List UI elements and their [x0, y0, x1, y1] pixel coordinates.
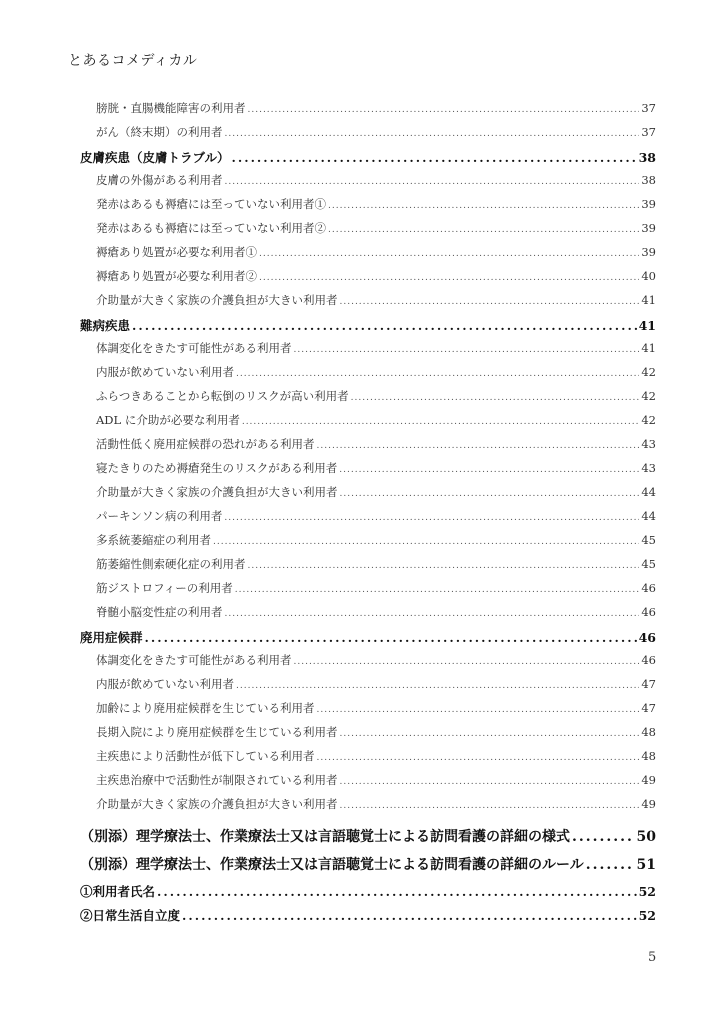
toc-entry-title: 介助量が大きく家族の介護負担が大きい利用者 [96, 485, 338, 499]
toc-entry[interactable] [80, 628, 656, 646]
toc-entry-title: 褥瘡あり処置が必要な利用者① [96, 245, 257, 259]
toc-entry-title: 皮膚の外傷がある利用者 [96, 173, 223, 187]
toc-entry-page: 40 [641, 269, 656, 283]
toc-entry-page: 52 [638, 884, 656, 899]
toc-entry-page: 38 [638, 150, 656, 165]
dot-leader [340, 777, 640, 787]
toc-entry-title: 介助量が大きく家族の介護負担が大きい利用者 [96, 293, 338, 307]
toc-entry-title: 膀胱・直腸機能障害の利用者 [96, 101, 246, 115]
toc-entry[interactable] [96, 388, 656, 404]
dot-leader [157, 884, 637, 899]
toc-entry[interactable] [80, 854, 656, 874]
toc-entry[interactable] [80, 148, 656, 166]
dot-leader [340, 729, 640, 739]
toc-entry-page: 39 [641, 221, 656, 235]
page-number: 5 [648, 950, 657, 965]
toc-entry[interactable] [96, 532, 656, 548]
dot-leader [182, 908, 637, 923]
toc-entry-page: 48 [641, 725, 656, 739]
dot-leader [317, 441, 640, 451]
toc-entry-page: 51 [636, 857, 656, 873]
dot-leader [317, 705, 640, 715]
toc-entry-title: パーキンソン病の利用者 [96, 509, 223, 523]
dot-leader [351, 393, 640, 403]
dot-leader [213, 537, 639, 547]
toc-entry[interactable] [96, 196, 656, 212]
dot-leader [328, 225, 639, 235]
toc-entry-title: 内服が飲めていない利用者 [96, 365, 234, 379]
toc-entry-page: 41 [638, 318, 656, 333]
toc-entry[interactable] [96, 220, 656, 236]
toc-entry-title: がん（終末期）の利用者 [96, 125, 223, 139]
toc-entry-title: 褥瘡あり処置が必要な利用者② [96, 269, 257, 283]
dot-leader [340, 801, 640, 811]
toc-entry-title: （別添）理学療法士、作業療法士又は言語聴覚士による訪問看護の詳細のルール [80, 857, 584, 873]
dot-leader [225, 177, 640, 187]
toc-entry[interactable] [96, 508, 656, 524]
toc-entry-title: ADL に介助が必要な利用者 [96, 413, 240, 427]
toc-entry-page: 41 [641, 341, 656, 355]
toc-entry-title: 筋萎縮性側索硬化症の利用者 [96, 557, 246, 571]
toc-entry[interactable] [96, 604, 656, 620]
toc-entry-page: 50 [636, 829, 656, 845]
toc-entry-page: 43 [641, 437, 656, 451]
toc-entry-page: 43 [641, 461, 656, 475]
toc-entry-page: 49 [641, 773, 656, 787]
toc-entry-title: 難病疾患 [80, 318, 131, 333]
toc-entry-page: 46 [641, 581, 656, 595]
toc-entry-page: 48 [641, 749, 656, 763]
toc-entry-page: 41 [641, 293, 656, 307]
toc-entry[interactable] [96, 412, 656, 428]
toc-entry[interactable] [96, 748, 656, 764]
running-header: とあるコメディカル [68, 53, 198, 69]
toc-entry[interactable] [96, 556, 656, 572]
dot-leader [328, 201, 639, 211]
dot-leader [339, 465, 639, 475]
toc-entry-page: 46 [641, 653, 656, 667]
toc-entry-title: 寝たきりのため褥瘡発生のリスクがある利用者 [96, 461, 338, 475]
toc-entry-page: 52 [638, 908, 656, 923]
toc-entry-page: 39 [641, 245, 656, 259]
dot-leader [232, 150, 637, 165]
toc-entry-page: 42 [641, 389, 656, 403]
toc-entry-title: 主疾患治療中で活動性が制限されている利用者 [96, 773, 338, 787]
toc-entry-page: 38 [641, 173, 656, 187]
toc-entry-page: 47 [641, 677, 656, 691]
toc-entry-page: 45 [641, 533, 656, 547]
toc-entry[interactable] [96, 436, 656, 452]
dot-leader [132, 318, 637, 333]
toc-entry-title: 体調変化をきたす可能性がある利用者 [96, 653, 292, 667]
dot-leader [317, 753, 640, 763]
toc-entry[interactable] [96, 292, 656, 308]
dot-leader [145, 630, 637, 645]
toc-entry[interactable] [96, 772, 656, 788]
dot-leader [586, 857, 635, 873]
toc-entry-page: 44 [641, 509, 656, 523]
toc-entry[interactable] [96, 100, 656, 116]
toc-entry[interactable] [80, 826, 656, 846]
toc-entry[interactable] [96, 676, 656, 692]
toc-entry[interactable] [96, 268, 656, 284]
dot-leader [236, 369, 639, 379]
toc-entry-title: 筋ジストロフィーの利用者 [96, 581, 233, 595]
toc-entry-title: 皮膚疾患（皮膚トラブル） [80, 150, 230, 165]
toc-entry-page: 46 [638, 630, 656, 645]
toc-entry[interactable] [80, 906, 656, 924]
toc-entry-title: 活動性低く廃用症候群の恐れがある利用者 [96, 437, 315, 451]
toc-entry[interactable] [96, 460, 656, 476]
dot-leader [248, 561, 640, 571]
toc-entry-title: 体調変化をきたす可能性がある利用者 [96, 341, 292, 355]
toc-entry-title: ふらつきあることから転倒のリスクが高い利用者 [96, 389, 349, 403]
toc-entry[interactable] [96, 796, 656, 812]
dot-leader [242, 417, 640, 427]
toc-entry-page: 42 [641, 365, 656, 379]
toc-entry-title: ①利用者氏名 [80, 884, 156, 899]
toc-entry[interactable] [96, 652, 656, 668]
toc-entry-page: 42 [641, 413, 656, 427]
toc-entry-title: （別添）理学療法士、作業療法士又は言語聴覚士による訪問看護の詳細の様式 [80, 829, 570, 845]
toc-entry-title: 発赤はあるも褥瘡には至っていない利用者① [96, 197, 326, 211]
toc-entry-title: ②日常生活自立度 [80, 908, 181, 923]
toc-entry[interactable] [96, 484, 656, 500]
toc-entry[interactable] [96, 340, 656, 356]
toc-entry-page: 49 [641, 797, 656, 811]
toc-entry-page: 47 [641, 701, 656, 715]
toc-entry-page: 37 [641, 101, 656, 115]
toc-entry[interactable] [96, 244, 656, 260]
toc-entry[interactable] [96, 724, 656, 740]
toc-entry-title: 発赤はあるも褥瘡には至っていない利用者② [96, 221, 326, 235]
dot-leader [225, 129, 640, 139]
toc-entry-title: 内服が飲めていない利用者 [96, 677, 234, 691]
toc-entry-title: 加齢により廃用症候群を生じている利用者 [96, 701, 315, 715]
dot-leader [340, 297, 640, 307]
toc-entry[interactable] [80, 316, 656, 334]
toc-entry[interactable] [96, 700, 656, 716]
dot-leader [294, 345, 640, 355]
dot-leader [572, 829, 635, 845]
dot-leader [259, 273, 639, 283]
dot-leader [340, 489, 640, 499]
toc-entry-title: 脊髄小脳変性症の利用者 [96, 605, 223, 619]
dot-leader [224, 513, 639, 523]
toc-entry-page: 45 [641, 557, 656, 571]
toc-entry-page: 39 [641, 197, 656, 211]
dot-leader [236, 681, 639, 691]
dot-leader [225, 609, 640, 619]
toc-entry-title: 主疾患により活動性が低下している利用者 [96, 749, 315, 763]
toc-entry[interactable] [96, 124, 656, 140]
toc-entry[interactable] [96, 172, 656, 188]
toc-entry-title: 廃用症候群 [80, 630, 143, 645]
toc-entry-title: 介助量が大きく家族の介護負担が大きい利用者 [96, 797, 338, 811]
toc-entry[interactable] [80, 882, 656, 900]
toc-entry[interactable] [96, 580, 656, 596]
toc-entry-title: 長期入院により廃用症候群を生じている利用者 [96, 725, 338, 739]
dot-leader [259, 249, 639, 259]
toc-entry-page: 46 [641, 605, 656, 619]
toc-entry-title: 多系統萎縮症の利用者 [96, 533, 211, 547]
dot-leader [235, 585, 640, 595]
dot-leader [248, 105, 640, 115]
toc-entry[interactable] [96, 364, 656, 380]
toc-entry-page: 37 [641, 125, 656, 139]
toc-entry-page: 44 [641, 485, 656, 499]
dot-leader [294, 657, 640, 667]
